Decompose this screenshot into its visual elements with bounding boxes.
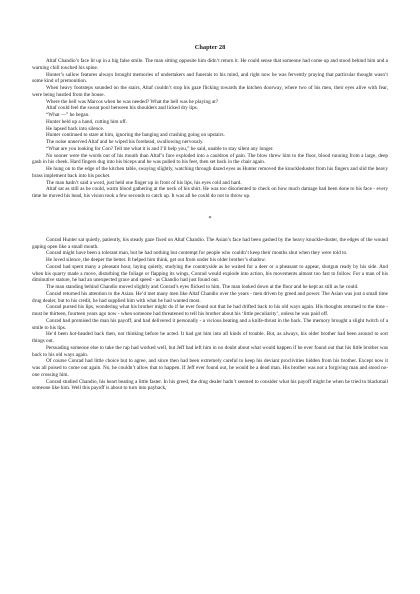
paragraph: The man hadn’t said a word, just held one finger up in front of his lips, his eyes cold and hard. — [46, 179, 242, 186]
paragraph: No sooner were the words out of his mouth than Altaf’s face exploded into a cauldron of pain. The blow threw him to the floor, blood running from a large, deep gash in his cheek. Hard fingers dug into his biceps and he was pulled to his feet, then set back in the chair again. — [32, 152, 388, 166]
paragraph: Conrad returned his attention to the Asian. He’d met many men like Altaf Chandio over the years - men driven by greed and power. The Asian was just a small time drug dealer, but to his credit, he had supplied him with what he had wanted most. — [32, 290, 388, 304]
paragraph: The noise unnerved Altaf and he wiped his forehead, swallowing nervously. — [46, 139, 204, 145]
paragraph: Conrad might have been a tolerant man, but he had nothing but contempt for people who couldn’t keep their mouths shut when they were told to. — [46, 250, 348, 257]
section-2 — [32, 237, 388, 392]
paragraph: Altaf could feel the sweat pool between his shoulders and licked dry lips. — [46, 105, 198, 112]
paragraph: Persuading someone else to take the rap had worked well, but Jeff had left him in no doubt about what would happen if he ever found out that his little brother was back to his old ways again. — [32, 344, 388, 358]
paragraph: Conrad studied Chandio, his heart beating a little faster. In his greed, the drug dealer hadn’t seemed to consider what his payoff might be when he tried to blackmail someone like him. Well this payoff is about to turn into payback, — [32, 378, 388, 392]
paragraph: Hunter held up a hand, cutting him off. — [46, 118, 128, 125]
paragraph: When heavy footsteps sounded on the stairs, Altaf couldn’t stop his gaze flicking towards the kitchen doorway, where two of his men, their eyes alive with fear, were being hustled from the house. — [32, 85, 388, 98]
chapter-title: Chapter 28 — [194, 44, 226, 51]
paragraph: Of course Conrad had little choice but to agree, and since then had been extremely careful to keep his deviant proclivities hidden from his brother. Except now it was all poised to come out again. No, he couldn’t allow that to happen. If Jeff ever found out, he would be a dead man. His brother was not a forgiving man and stood no-one crossing him. — [32, 358, 388, 378]
paragraph: He loved silence, the deeper the better. It helped him think, get out from under his older brother’s shadow. — [46, 257, 266, 263]
paragraph: Conrad Hunter sat quietly, patiently, his steady gaze fixed on Altaf Chandio. The Asian’s face had been gashed by the heavy knuckle-duster, the edges of the wound gaping open like a small mouth. — [32, 236, 388, 250]
section-1 — [32, 58, 388, 200]
paragraph: Hunter continued to stare at him, ignoring the banging and crashing going on upstairs. — [46, 132, 225, 139]
paragraph: “What are you looking for Con? Tell me what it is and I’ll help you,” he said, unable to stay silent any longer. — [46, 145, 274, 152]
paragraph: He’d been hot-headed back then, not thinking before he acted. It had got him into all kinds of trouble. But, as always, his older brother had been around to sort things out. — [32, 331, 388, 344]
paragraph: “What —” he began. — [46, 112, 90, 118]
paragraph: Altaf Chandio’s face lit up in a big false smile. The man sitting opposite him didn’t return it. He could sense that someone had come up and stood behind him and a warning chill touched his spine. — [32, 58, 388, 71]
scene-break: * — [208, 215, 212, 222]
paragraph: He lapsed back into silence. — [46, 125, 105, 132]
paragraph: Altaf sat as still as he could, warm blood gathering at the neck of his shirt. He was too disoriented to check on how much damage had been done to his face - every time he moved his head, his vision took a few seconds to catch up. It was all he could do not to throw up. — [32, 186, 388, 199]
paragraph: Conrad had promised the man his payoff, and had delivered it personally - a vicious beating and a knife-thrust in the back. The memory brought a slight twitch of a smile to his lips. — [32, 317, 388, 331]
paragraph: The man standing behind Chandio moved slightly and Conrad’s eyes flicked to him. The man looked down at the floor and he kept as still as he could. — [46, 284, 359, 290]
paragraph: Where the hell was Marcos when he was needed? What the hell was he playing at? — [46, 98, 219, 105]
paragraph: Conrad pursed his lips, wondering what his brother might do if he ever found out that he had drifted back to his old ways again. His thoughts returned to the time - must be thirteen, fourteen years ago now - when someone had threatened to tell his brother about his ‘little peculiarity’, unless he was paid off. — [32, 304, 388, 317]
paragraph: He hung on to the edge of the kitchen table, swaying slightly, watching through dazed eyes as Hunter removed the knuckleduster from his fingers and slid the heavy brass implement back into his pocket. — [32, 166, 388, 179]
paragraph: Conrad had spent many a pleasant hour, laying quietly, studying the countryside as he waited for a deer or a pheasant to appear, shotgun ready by his side. And when his quarry made a move, disturbing the foliage or flapping its wings, Conrad would explode into action, his movements almost too fast to follow. For a man of his diminutive stature, he had an unexpected grace and speed - as Chandio had just found out. — [32, 263, 388, 284]
paragraph: Hunter’s sallow features always brought memories of undertakers and funerals to his mind, and right now he was fervently praying that particular thought wasn’t some kind of premonition. — [32, 71, 388, 85]
